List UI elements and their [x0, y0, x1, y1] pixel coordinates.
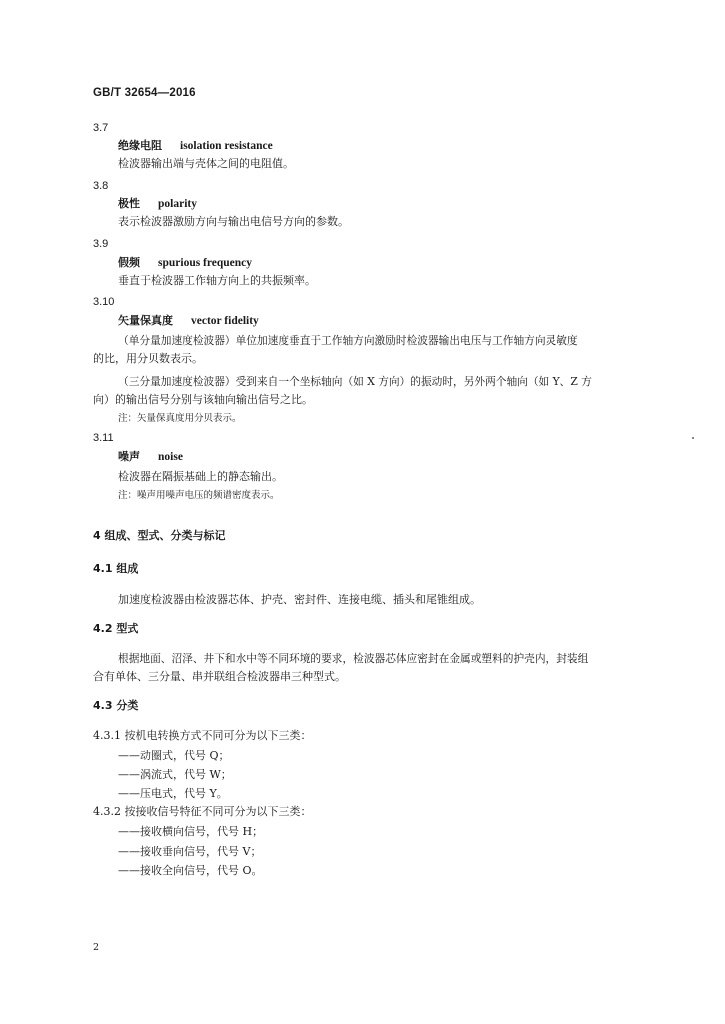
term-zh: 绝缘电阻 — [118, 139, 162, 152]
clause-number-3-10: 3.10 — [93, 296, 115, 308]
definition-3-7: 检波器输出端与壳体之间的电阻值。 — [118, 157, 294, 170]
clause-4-3-1-lead: 4.3.1 按机电转换方式不同可分为以下三类： — [93, 729, 312, 742]
clause-number-3-8: 3.8 — [93, 180, 109, 192]
term-3-11 — [118, 450, 183, 464]
term-en: polarity — [158, 198, 197, 210]
list-item: ——接收垂向信号，代号 V； — [118, 845, 262, 858]
term-zh: 矢量保真度 — [118, 314, 173, 327]
list-item: ——接收横向信号，代号 H； — [118, 825, 264, 838]
definition-3-9: 垂直于检波器工作轴方向上的共振频率。 — [118, 274, 316, 287]
definition-3-11: 检波器在隔振基础上的静态输出。 — [118, 470, 283, 483]
term-3-10 — [118, 314, 259, 328]
clause-number-3-11: 3.11 — [93, 432, 114, 444]
clause-number-3-9: 3.9 — [93, 238, 109, 250]
term-en: vector fidelity — [191, 315, 259, 327]
section-4-1-text: 加速度检波器由检波器芯体、护壳、密封件、连接电缆、插头和尾锥组成。 — [118, 593, 481, 606]
section-4-1-title: 4.1 组成 — [93, 562, 139, 575]
term-zh: 假频 — [118, 256, 140, 269]
note-3-11: 注：噪声用噪声电压的频谱密度表示。 — [118, 490, 280, 501]
term-zh: 极性 — [118, 197, 140, 210]
clause-4-3-2-lead: 4.3.2 按接收信号特征不同可分为以下三类： — [93, 805, 312, 818]
term-zh: 噪声 — [118, 450, 140, 463]
list-item: ——压电式，代号 Y。 — [118, 787, 228, 800]
paragraph-3-10-a-line2: 的比，用分贝数表示。 — [93, 352, 203, 365]
list-item: ——动圈式，代号 Q； — [118, 749, 230, 762]
section-4-2-title: 4.2 型式 — [93, 622, 139, 635]
section-4-2-line1: 根据地面、沼泽、井下和水中等不同环境的要求，检波器芯体应密封在金属或塑料的护壳内，封装组 — [118, 652, 589, 665]
term-3-8 — [118, 197, 197, 211]
paragraph-3-10-a-line1: （单分量加速度检波器）单位加速度垂直于工作轴方向激励时检波器输出电压与工作轴方向灵敏度 — [118, 334, 578, 347]
clause-number-3-7: 3.7 — [93, 122, 109, 134]
term-3-9 — [118, 256, 252, 270]
definition-3-8: 表示检波器激励方向与输出电信号方向的参数。 — [118, 215, 349, 228]
section-4-2-line2: 合有单体、三分量、串并联组合检波器串三种型式。 — [93, 670, 346, 683]
scan-dot — [692, 437, 694, 439]
paragraph-3-10-b-line2: 向）的输出信号分别与该轴向输出信号之比。 — [93, 393, 313, 406]
note-3-10: 注：矢量保真度用分贝表示。 — [118, 413, 242, 424]
paragraph-3-10-b-line1: （三分量加速度检波器）受到来自一个坐标轴向（如 X 方向）的振动时，另外两个轴向（如 Y、Z 方 — [118, 375, 592, 388]
term-en: noise — [158, 451, 183, 463]
page-number: 2 — [93, 942, 100, 953]
section-4-title: 4 组成、型式、分类与标记 — [93, 529, 226, 542]
section-4-3-title: 4.3 分类 — [93, 699, 139, 712]
list-item: ——接收全向信号，代号 O。 — [118, 864, 263, 877]
term-3-7 — [118, 139, 273, 153]
term-en: isolation resistance — [180, 140, 273, 152]
term-en: spurious frequency — [158, 257, 253, 269]
list-item: ——涡流式，代号 W； — [118, 768, 232, 781]
standard-header: GB/T 32654—2016 — [93, 87, 196, 99]
